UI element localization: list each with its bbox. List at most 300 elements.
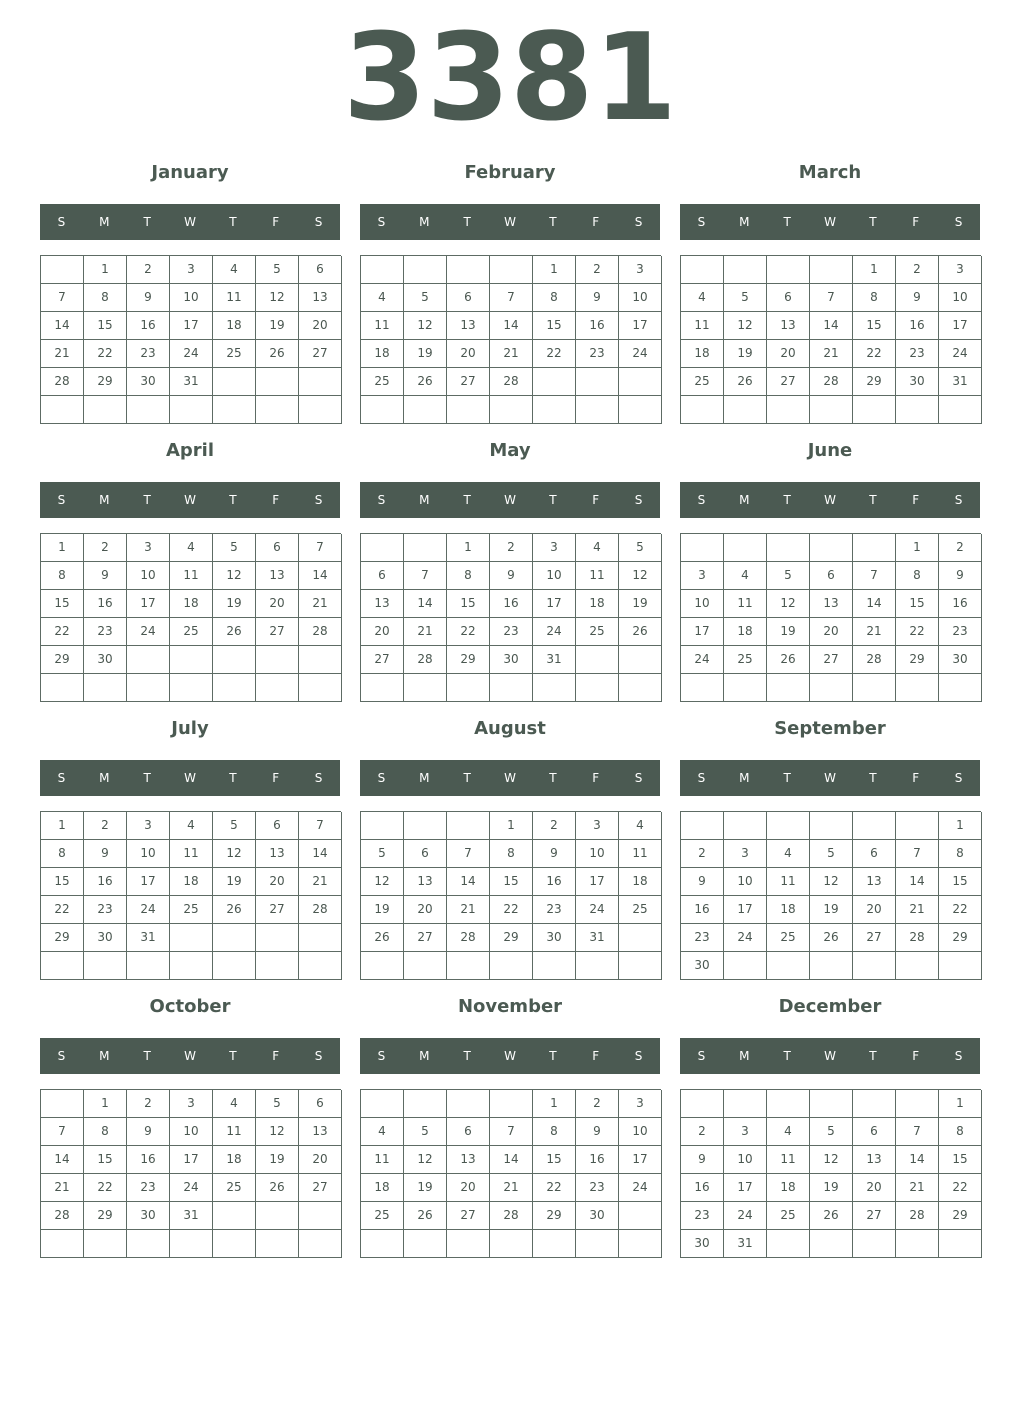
day-cell: 6 [447, 284, 490, 312]
day-cell: 2 [576, 1090, 619, 1118]
day-cell: 26 [767, 646, 810, 674]
day-cell: 14 [41, 1146, 84, 1174]
empty-day-cell [810, 534, 853, 562]
day-cell: 29 [939, 924, 982, 952]
empty-day-cell [127, 952, 170, 980]
empty-day-cell [213, 1202, 256, 1230]
empty-day-cell [256, 1202, 299, 1230]
weekday-label: F [912, 493, 920, 507]
day-cell: 4 [170, 534, 213, 562]
day-cell: 1 [490, 812, 533, 840]
day-cell: 25 [213, 340, 256, 368]
day-cell: 18 [361, 1174, 404, 1202]
empty-day-cell [681, 812, 724, 840]
day-cell: 20 [853, 1174, 896, 1202]
empty-day-cell [299, 1202, 342, 1230]
empty-day-cell [447, 396, 490, 424]
day-cell: 10 [619, 284, 662, 312]
day-cell: 5 [404, 1118, 447, 1146]
day-cell: 8 [939, 1118, 982, 1146]
day-cell: 27 [256, 618, 299, 646]
day-cell: 11 [213, 1118, 256, 1146]
day-cell: 3 [619, 1090, 662, 1118]
day-cell: 8 [41, 840, 84, 868]
day-cell: 31 [127, 924, 170, 952]
day-cell: 4 [681, 284, 724, 312]
weekday-label: T [229, 493, 237, 507]
empty-day-cell [127, 646, 170, 674]
empty-day-cell [361, 1090, 404, 1118]
day-cell: 27 [767, 368, 810, 396]
day-grid [360, 811, 661, 980]
day-cell: 30 [681, 1230, 724, 1258]
day-cell: 20 [361, 618, 404, 646]
weekday-label: S [954, 493, 963, 507]
empty-day-cell [576, 368, 619, 396]
empty-day-cell [767, 952, 810, 980]
day-cell: 1 [447, 534, 490, 562]
day-cell: 29 [939, 1202, 982, 1230]
day-cell: 5 [256, 256, 299, 284]
day-cell: 19 [810, 896, 853, 924]
day-cell: 15 [939, 868, 982, 896]
day-cell: 3 [724, 1118, 767, 1146]
weekday-label: S [57, 1049, 66, 1063]
day-cell: 15 [84, 1146, 127, 1174]
day-cell: 6 [361, 562, 404, 590]
day-cell: 30 [533, 924, 576, 952]
day-cell: 2 [127, 1090, 170, 1118]
month-title: February [464, 162, 556, 183]
weekday-label: T [869, 771, 877, 785]
day-cell: 31 [533, 646, 576, 674]
day-cell: 27 [299, 1174, 342, 1202]
day-cell: 4 [767, 1118, 810, 1146]
day-cell: 14 [299, 562, 342, 590]
day-cell: 13 [404, 868, 447, 896]
day-cell: 12 [404, 1146, 447, 1174]
empty-day-cell [299, 674, 342, 702]
empty-day-cell [810, 396, 853, 424]
day-cell: 18 [361, 340, 404, 368]
empty-day-cell [619, 1202, 662, 1230]
day-cell: 30 [896, 368, 939, 396]
day-cell: 15 [533, 312, 576, 340]
day-cell: 8 [490, 840, 533, 868]
empty-day-cell [681, 1090, 724, 1118]
weekday-label: W [504, 771, 516, 785]
empty-day-cell [490, 952, 533, 980]
day-cell: 13 [810, 590, 853, 618]
empty-day-cell [896, 952, 939, 980]
day-cell: 19 [213, 868, 256, 896]
weekday-label: M [739, 1049, 750, 1063]
day-cell: 3 [170, 1090, 213, 1118]
day-cell: 11 [213, 284, 256, 312]
day-cell: 10 [127, 562, 170, 590]
empty-day-cell [533, 396, 576, 424]
day-cell: 7 [490, 1118, 533, 1146]
day-cell: 25 [170, 896, 213, 924]
empty-day-cell [170, 674, 213, 702]
day-cell: 12 [213, 840, 256, 868]
empty-day-cell [490, 256, 533, 284]
day-cell: 4 [619, 812, 662, 840]
day-cell: 27 [853, 924, 896, 952]
day-cell: 4 [213, 256, 256, 284]
day-cell: 25 [724, 646, 767, 674]
empty-day-cell [767, 1090, 810, 1118]
day-cell: 18 [170, 590, 213, 618]
empty-day-cell [724, 674, 767, 702]
day-cell: 1 [939, 1090, 982, 1118]
day-cell: 21 [810, 340, 853, 368]
day-cell: 1 [533, 1090, 576, 1118]
day-cell: 21 [490, 1174, 533, 1202]
empty-day-cell [404, 812, 447, 840]
day-cell: 6 [447, 1118, 490, 1146]
empty-day-cell [576, 646, 619, 674]
weekday-header-bar [40, 760, 340, 796]
empty-day-cell [490, 1230, 533, 1258]
day-cell: 20 [767, 340, 810, 368]
day-grid [680, 811, 981, 980]
day-cell: 1 [41, 534, 84, 562]
day-cell: 3 [576, 812, 619, 840]
empty-day-cell [299, 1230, 342, 1258]
day-cell: 19 [619, 590, 662, 618]
day-cell: 22 [490, 896, 533, 924]
empty-day-cell [576, 674, 619, 702]
day-grid [360, 255, 661, 424]
day-cell: 11 [767, 1146, 810, 1174]
empty-day-cell [361, 952, 404, 980]
day-cell: 16 [939, 590, 982, 618]
day-cell: 2 [576, 256, 619, 284]
day-cell: 1 [853, 256, 896, 284]
empty-day-cell [681, 534, 724, 562]
day-cell: 17 [170, 312, 213, 340]
day-cell: 14 [490, 312, 533, 340]
weekday-label: S [314, 493, 323, 507]
day-cell: 8 [853, 284, 896, 312]
day-cell: 15 [490, 868, 533, 896]
day-cell: 24 [576, 896, 619, 924]
empty-day-cell [681, 256, 724, 284]
empty-day-cell [447, 1230, 490, 1258]
day-cell: 27 [256, 896, 299, 924]
weekday-header-bar [40, 482, 340, 518]
empty-day-cell [447, 812, 490, 840]
day-cell: 26 [619, 618, 662, 646]
day-cell: 31 [724, 1230, 767, 1258]
day-cell: 17 [170, 1146, 213, 1174]
day-cell: 28 [41, 1202, 84, 1230]
weekday-header-bar [360, 482, 660, 518]
day-cell: 19 [724, 340, 767, 368]
day-cell: 10 [533, 562, 576, 590]
day-cell: 9 [576, 1118, 619, 1146]
day-cell: 9 [576, 284, 619, 312]
weekday-label: M [739, 771, 750, 785]
weekday-label: F [592, 771, 600, 785]
empty-day-cell [810, 674, 853, 702]
day-cell: 7 [490, 284, 533, 312]
day-cell: 19 [256, 312, 299, 340]
day-cell: 23 [490, 618, 533, 646]
day-cell: 13 [447, 312, 490, 340]
empty-day-cell [256, 396, 299, 424]
empty-day-cell [447, 1090, 490, 1118]
day-cell: 15 [853, 312, 896, 340]
day-cell: 22 [533, 1174, 576, 1202]
weekday-label: S [697, 493, 706, 507]
day-cell: 30 [127, 368, 170, 396]
weekday-label: T [783, 493, 791, 507]
day-cell: 11 [170, 840, 213, 868]
day-cell: 14 [447, 868, 490, 896]
day-cell: 2 [84, 812, 127, 840]
weekday-label: F [272, 493, 280, 507]
day-cell: 2 [896, 256, 939, 284]
day-cell: 19 [767, 618, 810, 646]
day-cell: 10 [724, 868, 767, 896]
day-cell: 10 [681, 590, 724, 618]
empty-day-cell [41, 1230, 84, 1258]
day-cell: 16 [533, 868, 576, 896]
day-cell: 10 [939, 284, 982, 312]
day-cell: 16 [127, 1146, 170, 1174]
day-cell: 10 [127, 840, 170, 868]
day-cell: 19 [404, 1174, 447, 1202]
day-cell: 20 [299, 312, 342, 340]
empty-day-cell [576, 1230, 619, 1258]
weekday-label: S [377, 215, 386, 229]
weekday-label: W [824, 215, 836, 229]
day-cell: 3 [619, 256, 662, 284]
day-cell: 5 [810, 840, 853, 868]
day-cell: 25 [681, 368, 724, 396]
day-grid [40, 255, 341, 424]
weekday-header-bar [40, 204, 340, 240]
weekday-label: M [99, 215, 110, 229]
day-cell: 18 [724, 618, 767, 646]
day-cell: 29 [853, 368, 896, 396]
weekday-label: S [954, 1049, 963, 1063]
day-cell: 15 [533, 1146, 576, 1174]
day-cell: 12 [810, 868, 853, 896]
day-cell: 27 [361, 646, 404, 674]
empty-day-cell [896, 674, 939, 702]
day-cell: 9 [127, 284, 170, 312]
day-cell: 22 [533, 340, 576, 368]
day-cell: 24 [724, 1202, 767, 1230]
day-cell: 5 [724, 284, 767, 312]
day-cell: 14 [896, 868, 939, 896]
day-cell: 25 [361, 368, 404, 396]
weekday-label: T [549, 215, 557, 229]
day-cell: 9 [127, 1118, 170, 1146]
empty-day-cell [404, 952, 447, 980]
weekday-header-bar [680, 1038, 980, 1074]
weekday-label: S [954, 771, 963, 785]
day-cell: 12 [256, 1118, 299, 1146]
day-cell: 26 [404, 368, 447, 396]
day-cell: 7 [810, 284, 853, 312]
day-cell: 1 [84, 256, 127, 284]
day-cell: 31 [576, 924, 619, 952]
empty-day-cell [767, 256, 810, 284]
day-cell: 17 [127, 590, 170, 618]
day-cell: 11 [619, 840, 662, 868]
empty-day-cell [256, 952, 299, 980]
empty-day-cell [256, 646, 299, 674]
day-cell: 27 [447, 1202, 490, 1230]
day-cell: 23 [84, 618, 127, 646]
empty-day-cell [404, 674, 447, 702]
day-cell: 26 [213, 896, 256, 924]
weekday-label: M [419, 771, 430, 785]
day-cell: 4 [361, 284, 404, 312]
weekday-label: S [314, 771, 323, 785]
day-cell: 23 [84, 896, 127, 924]
empty-day-cell [299, 368, 342, 396]
month-title: March [798, 162, 862, 183]
weekday-label: F [912, 1049, 920, 1063]
weekday-label: M [99, 771, 110, 785]
day-cell: 16 [896, 312, 939, 340]
day-cell: 23 [576, 340, 619, 368]
empty-day-cell [41, 396, 84, 424]
day-cell: 25 [170, 618, 213, 646]
day-cell: 4 [361, 1118, 404, 1146]
empty-day-cell [810, 1090, 853, 1118]
day-cell: 1 [896, 534, 939, 562]
day-cell: 17 [619, 1146, 662, 1174]
day-cell: 18 [619, 868, 662, 896]
day-cell: 22 [84, 340, 127, 368]
day-cell: 23 [533, 896, 576, 924]
empty-day-cell [361, 396, 404, 424]
day-cell: 24 [939, 340, 982, 368]
empty-day-cell [404, 1230, 447, 1258]
day-cell: 5 [213, 534, 256, 562]
weekday-label: S [954, 215, 963, 229]
day-cell: 24 [127, 896, 170, 924]
empty-day-cell [213, 646, 256, 674]
day-grid [360, 533, 661, 702]
empty-day-cell [127, 1230, 170, 1258]
day-cell: 5 [619, 534, 662, 562]
day-cell: 14 [853, 590, 896, 618]
day-cell: 19 [256, 1146, 299, 1174]
day-cell: 14 [810, 312, 853, 340]
empty-day-cell [810, 952, 853, 980]
day-cell: 15 [939, 1146, 982, 1174]
day-cell: 17 [939, 312, 982, 340]
empty-day-cell [213, 952, 256, 980]
day-cell: 25 [361, 1202, 404, 1230]
empty-day-cell [299, 646, 342, 674]
weekday-label: W [504, 493, 516, 507]
day-cell: 30 [84, 924, 127, 952]
day-cell: 9 [681, 1146, 724, 1174]
weekday-label: S [697, 771, 706, 785]
day-cell: 7 [896, 840, 939, 868]
empty-day-cell [361, 1230, 404, 1258]
day-cell: 21 [490, 340, 533, 368]
day-cell: 11 [576, 562, 619, 590]
empty-day-cell [619, 396, 662, 424]
empty-day-cell [939, 1230, 982, 1258]
empty-day-cell [447, 952, 490, 980]
weekday-label: T [229, 215, 237, 229]
empty-day-cell [724, 396, 767, 424]
day-cell: 4 [724, 562, 767, 590]
weekday-label: F [272, 1049, 280, 1063]
day-cell: 13 [447, 1146, 490, 1174]
weekday-header-bar [680, 760, 980, 796]
day-cell: 18 [576, 590, 619, 618]
empty-day-cell [84, 396, 127, 424]
empty-day-cell [896, 1090, 939, 1118]
day-cell: 29 [533, 1202, 576, 1230]
weekday-label: T [869, 493, 877, 507]
empty-day-cell [447, 674, 490, 702]
day-cell: 24 [170, 340, 213, 368]
day-grid [360, 1089, 661, 1258]
empty-day-cell [256, 1230, 299, 1258]
month-title: May [489, 440, 531, 461]
day-cell: 21 [447, 896, 490, 924]
day-cell: 27 [447, 368, 490, 396]
weekday-label: F [912, 215, 920, 229]
empty-day-cell [361, 256, 404, 284]
day-grid [40, 1089, 341, 1258]
weekday-label: T [463, 215, 471, 229]
weekday-header-bar [680, 482, 980, 518]
day-cell: 27 [853, 1202, 896, 1230]
day-cell: 28 [490, 368, 533, 396]
day-cell: 17 [127, 868, 170, 896]
weekday-label: T [549, 771, 557, 785]
day-cell: 31 [939, 368, 982, 396]
empty-day-cell [767, 534, 810, 562]
empty-day-cell [404, 396, 447, 424]
day-cell: 22 [939, 896, 982, 924]
day-cell: 15 [896, 590, 939, 618]
day-cell: 17 [724, 896, 767, 924]
empty-day-cell [299, 396, 342, 424]
day-cell: 30 [127, 1202, 170, 1230]
weekday-header-bar [40, 1038, 340, 1074]
empty-day-cell [404, 1090, 447, 1118]
empty-day-cell [127, 396, 170, 424]
day-cell: 24 [681, 646, 724, 674]
empty-day-cell [681, 674, 724, 702]
day-cell: 8 [41, 562, 84, 590]
weekday-label: S [314, 1049, 323, 1063]
day-cell: 29 [41, 924, 84, 952]
day-cell: 23 [939, 618, 982, 646]
weekday-label: F [592, 1049, 600, 1063]
day-cell: 9 [896, 284, 939, 312]
day-cell: 28 [896, 924, 939, 952]
day-cell: 18 [213, 312, 256, 340]
day-cell: 12 [361, 868, 404, 896]
year-title: 3381 [343, 9, 677, 148]
empty-day-cell [41, 674, 84, 702]
